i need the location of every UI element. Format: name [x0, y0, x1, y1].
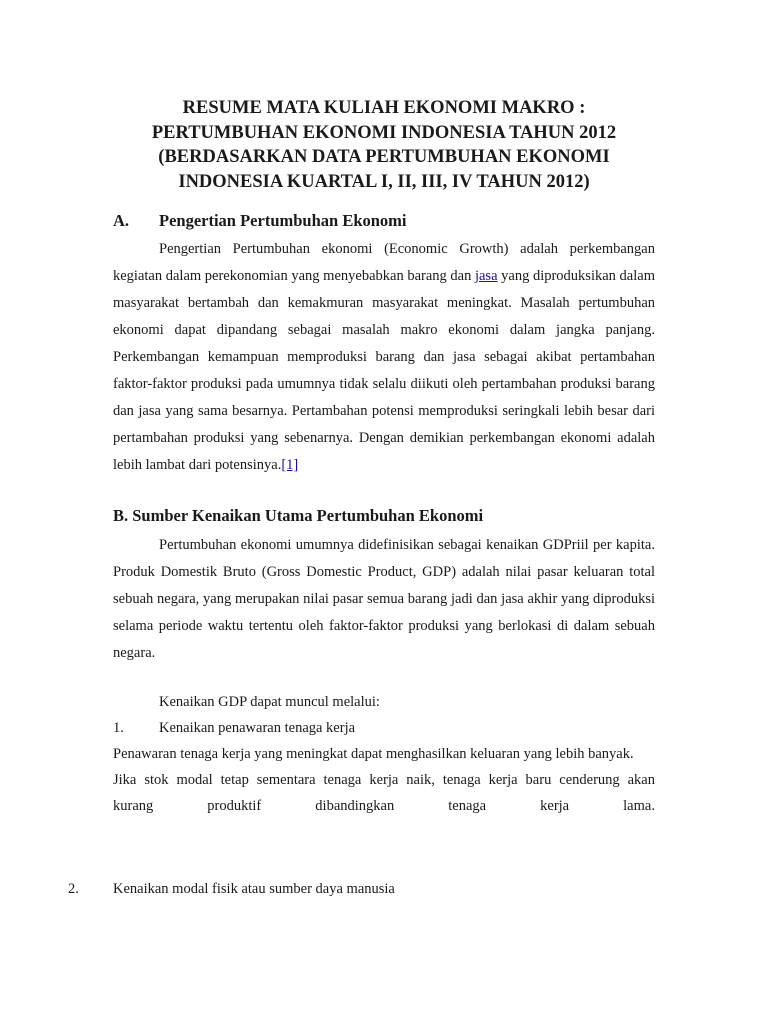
spread-word: lama. — [623, 798, 655, 814]
item-2-number: 2. — [68, 881, 79, 897]
section-b-paragraph — [113, 532, 655, 667]
item-1-label: Kenaikan penawaran tenaga kerja — [159, 720, 356, 736]
item-2-label: Kenaikan modal fisik atau sumber daya manusia — [113, 881, 395, 897]
item-1-text-line-spread — [113, 798, 655, 815]
item-1-text-line: Penawaran tenaga kerja yang meningkat dapat menghasilkan keluaran yang lebih banyak. — [113, 746, 634, 762]
item-1-number: 1. — [113, 720, 124, 736]
section-b-heading: B. Sumber Kenaikan Utama Pertumbuhan Ekonomi — [113, 506, 484, 525]
spread-word: dibandingkan — [315, 798, 395, 814]
paragraph-text: Pertumbuhan ekonomi umumnya didefinisikan sebagai kenaikan GDPriil per kapita. Produk Domestik Bruto (Gross Domestic Product, GDP) adalah nilai pasar keluaran total sebuah negara, yang merupakan nilai pasar semua barang jadi dan jasa akhir yang diproduksi selama periode waktu tertentu oleh faktor-faktor produksi yang berlokasi di dalam sebuah negara. — [113, 537, 655, 661]
section-a-marker: A. — [113, 211, 130, 230]
document-title — [100, 96, 668, 194]
title-line: INDONESIA KUARTAL I, II, III, IV TAHUN 2012) — [178, 171, 590, 192]
spread-word: tenaga — [448, 798, 487, 814]
paragraph-text: yang diproduksikan dalam masyarakat bertambah dan kemakmuran masyarakat meningkat. Masalah pertumbuhan ekonomi dapat dipandang sebagai masalah makro ekonomi dalam jangka panjang. Perkembangan kemampuan memproduksi barang dan jasa sebagai akibat pertambahan faktor-faktor produksi pada umumnya tidak selalu diikuti oleh pertambahan produksi barang dan jasa yang sama besarnya. Pertambahan potensi memproduksi seringkali lebih besar dari pertambahan produksi yang sebenarnya. Dengan demikian perkembangan ekonomi adalah lebih lambat dari potensinya. — [113, 268, 655, 473]
title-line: RESUME MATA KULIAH EKONOMI MAKRO : — [182, 98, 586, 118]
spread-word: kurang — [113, 798, 154, 814]
spread-word: produktif — [207, 798, 262, 814]
section-a-paragraph — [113, 236, 655, 479]
gdp-intro: Kenaikan GDP dapat muncul melalui: — [159, 694, 380, 710]
spread-word: kerja — [540, 798, 570, 814]
footnote-link[interactable]: [1] — [281, 457, 299, 473]
item-1-text-line: Jika stok modal tetap sementara tenaga kerja naik, tenaga kerja baru cenderung akan — [113, 772, 655, 788]
jasa-link[interactable]: jasa — [474, 268, 498, 284]
title-line: (BERDASARKAN DATA PERTUMBUHAN EKONOMI — [158, 147, 610, 167]
title-line: PERTUMBUHAN EKONOMI INDONESIA TAHUN 2012 — [151, 122, 617, 143]
section-a-heading: Pengertian Pertumbuhan Ekonomi — [159, 211, 407, 230]
paragraph-text: Pengertian Pertumbuhan ekonomi (Economic Growth) adalah perkembangan kegiatan dalam perekonomian yang menyebabkan barang dan — [113, 241, 655, 284]
